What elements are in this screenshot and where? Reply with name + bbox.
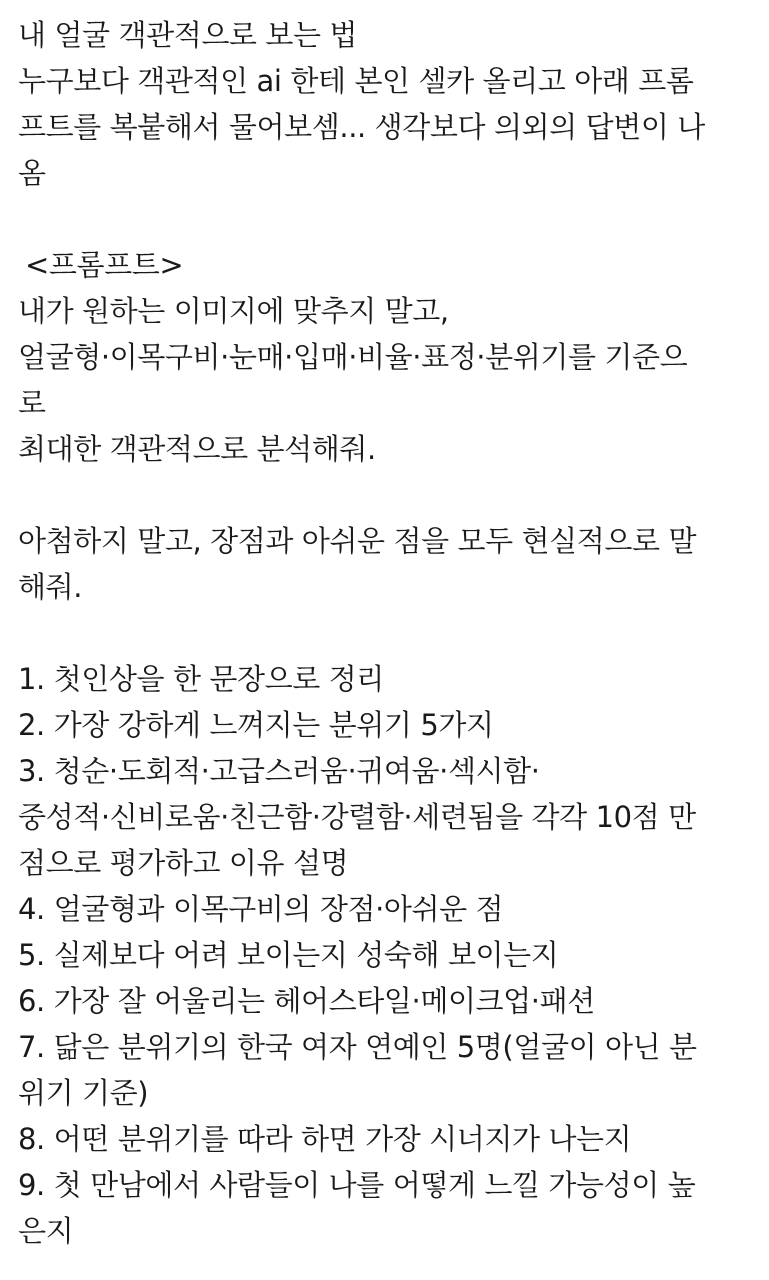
intro-line: 누구보다 객관적인 ai 한테 본인 셀카 올리고 아래 프롬 xyxy=(18,64,694,98)
prompt-line: 해줘. xyxy=(18,570,83,604)
list-item: 7. 닮은 분위기의 한국 여자 연예인 5명(얼굴이 아닌 분 xyxy=(18,1030,697,1064)
list-item: 4. 얼굴형과 이목구비의 장점·아쉬운 점 xyxy=(18,892,504,926)
prompt-line: 최대한 객관적으로 분석해줘. xyxy=(18,432,376,466)
list-item-continuation: 은지 xyxy=(18,1214,74,1248)
spacer xyxy=(18,610,758,656)
spacer xyxy=(18,472,758,518)
prompt-header: <프롬프트> xyxy=(25,248,184,282)
prompt-line: 아첨하지 말고, 장점과 아쉬운 점을 모두 현실적으로 말 xyxy=(18,524,697,558)
list-item: 6. 가장 잘 어울리는 헤어스타일·메이크업·패션 xyxy=(18,984,595,1018)
prompt-line: 로 xyxy=(18,386,46,420)
list-item-continuation: 점으로 평가하고 이유 설명 xyxy=(18,846,349,880)
list-item: 5. 실제보다 어려 보이는지 성숙해 보이는지 xyxy=(18,938,559,972)
post-title: 내 얼굴 객관적으로 보는 법 xyxy=(18,18,358,52)
prompt-line: 얼굴형·이목구비·눈매·입매·비율·표정·분위기를 기준으 xyxy=(18,340,688,374)
list-item: 9. 첫 만남에서 사람들이 나를 어떻게 느낄 가능성이 높 xyxy=(18,1168,696,1202)
list-item: 3. 청순·도회적·고급스러움·귀여움·섹시함· xyxy=(18,754,540,788)
intro-line: 프트를 복붙해서 물어보셈... 생각보다 의외의 답변이 나 xyxy=(18,110,705,144)
post-body xyxy=(18,12,758,1254)
spacer xyxy=(18,196,758,242)
list-item: 1. 첫인상을 한 문장으로 정리 xyxy=(18,662,384,696)
list-item: 2. 가장 강하게 느껴지는 분위기 5가지 xyxy=(18,708,494,742)
list-item-continuation: 위기 기준) xyxy=(18,1076,149,1110)
prompt-line: 내가 원하는 이미지에 맞추지 말고, xyxy=(18,294,449,328)
intro-line: 옴 xyxy=(18,156,46,190)
list-item-continuation: 중성적·신비로움·친근함·강렬함·세련됨을 각각 10점 만 xyxy=(18,800,696,834)
list-item: 8. 어떤 분위기를 따라 하면 가장 시너지가 나는지 xyxy=(18,1122,632,1156)
